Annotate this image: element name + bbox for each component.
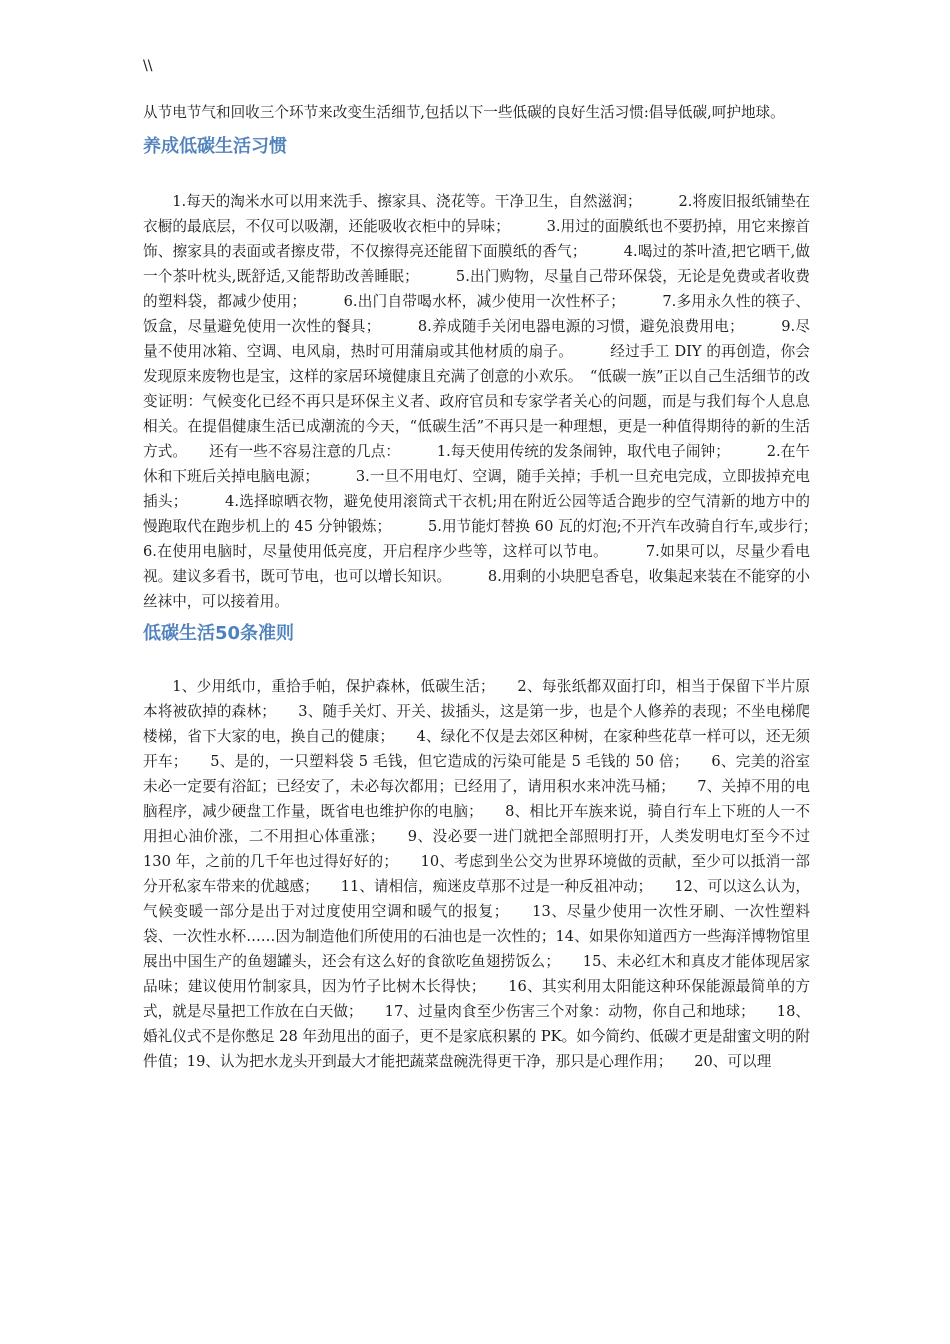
section-body-habits: 1.每天的淘米水可以用来洗手、擦家具、浇花等。干净卫生，自然滋润； 2.将废旧报纸铺垫在衣橱的最底层，不仅可以吸潮，还能吸收衣柜中的异味； 3.用过的面膜纸也不要扔掉，用它来擦首饰、擦家具的表面或者擦皮带，不仅擦得亮还能留下面膜纸的香气； 4.喝过的茶叶渣,把它晒干,做一个茶叶枕头,既舒适,又能帮助改善睡眠； 5.出门购物，尽量自己带环保袋，无论是免费或者收费的塑料袋，都减少使用； 6.出门自带喝水杯，减少使用一次性杯子； 7.多用永久性的筷子、饭盒，尽量避免使用一次性的餐具； 8.养成随手关闭电器电源的习惯，避免浪费用电； 9.尽量不使用冰箱、空调、电风扇，热时可用蒲扇或其他材质的扇子。 经过手工 DIY 的再创造，你会发现原来废物也是宝，这样的家居环境健康且充满了创意的小欢乐。 “低碳一族”正以自己生活细节的改变证明：气候变化已经不再只是环保主义者、政府官员和专家学者关心的问题，而是与我们每个人息息相关。在提倡健康生活已成潮流的今天，“低碳生活”不再只是一种理想，更是一种值得期待的新的生活方式。 还有一些不容易注意的几点： 1.每天使用传统的发条闹钟，取代电子闹钟； 2.在午休和下班后关掉电脑电源； 3.一旦不用电灯、空调，随手关掉；手机一旦充电完成，立即拔掉充电插头； 4.选择晾晒衣物，避免使用滚筒式干衣机;用在附近公园等适合跑步的空气清新的地方中的慢跑取代在跑步机上的 45 分钟锻炼； 5.用节能灯替换 60 瓦的灯泡;不开汽车改骑自行车,或步行； 6.在使用电脑时，尽量使用低亮度，开启程序少些等，这样可以节电。 7.如果可以，尽量少看电视。建议多看书，既可节电，也可以增长知识。 8.用剩的小块肥皂香皂，收集起来装在不能穿的小丝袜中，可以接着用。 (143, 193, 854, 610)
document-content (143, 100, 854, 1074)
header-mark: \\ (143, 58, 153, 74)
section-title-50-rules: 低碳生活50条准则 (143, 623, 295, 644)
intro-paragraph: 从节电节气和回收三个环节来改变生活细节,包括以下一些低碳的良好生活习惯:倡导低碳,呵护地球。 (143, 104, 785, 121)
section-body-50-rules: 1、少用纸巾，重拾手帕，保护森林，低碳生活； 2、每张纸都双面打印，相当于保留下半片原本将被砍掉的森林； 3、随手关灯、开关、拔插头，这是第一步，也是个人修养的表现；不坐电梯爬楼梯，省下大家的电，换自己的健康； 4、绿化不仅是去郊区种树，在家种些花草一样可以，还无须开车； 5、是的，一只塑料袋 5 毛钱，但它造成的污染可能是 5 毛钱的 50 倍； 6、完美的浴室未必一定要有浴缸；已经安了，未必每次都用；已经用了，请用积水来冲洗马桶； 7、关掉不用的电脑程序，减少硬盘工作量，既省电也维护你的电脑； 8、相比开车族来说，骑自行车上下班的人一不用担心油价涨，二不用担心体重涨； 9、没必要一进门就把全部照明打开，人类发明电灯至今不过 130 年，之前的几千年也过得好好的； 10、考虑到坐公交为世界环境做的贡献，至少可以抵消一部分开私家车带来的优越感； 11、请相信，痴迷皮草那不过是一种反祖冲动； 12、可以这么认为，气候变暖一部分是出于对过度使用空调和暖气的报复； 13、尽量少使用一次性牙刷、一次性塑料袋、一次性水杯……因为制造他们所使用的石油也是一次性的；14、如果你知道西方一些海洋博物馆里展出中国生产的鱼翅罐头，还会有这么好的食欲吃鱼翅捞饭么； 15、未必红木和真皮才能体现居家品味；建议使用竹制家具，因为竹子比树木长得快； 16、其实利用太阳能这种环保能源最简单的方式，就是尽量把工作放在白天做； 17、过量肉食至少伤害三个对象：动物，你自己和地球； 18、婚礼仪式不是你憋足 28 年劲甩出的面子，更不是家底积累的 PK。如今简约、低碳才更是甜蜜文明的附件值；19、认为把水龙头开到最大才能把蔬菜盘碗洗得更干净，那只是心理作用； 20、可以理 (143, 678, 810, 1070)
section-title-habits: 养成低碳生活习惯 (143, 136, 287, 157)
